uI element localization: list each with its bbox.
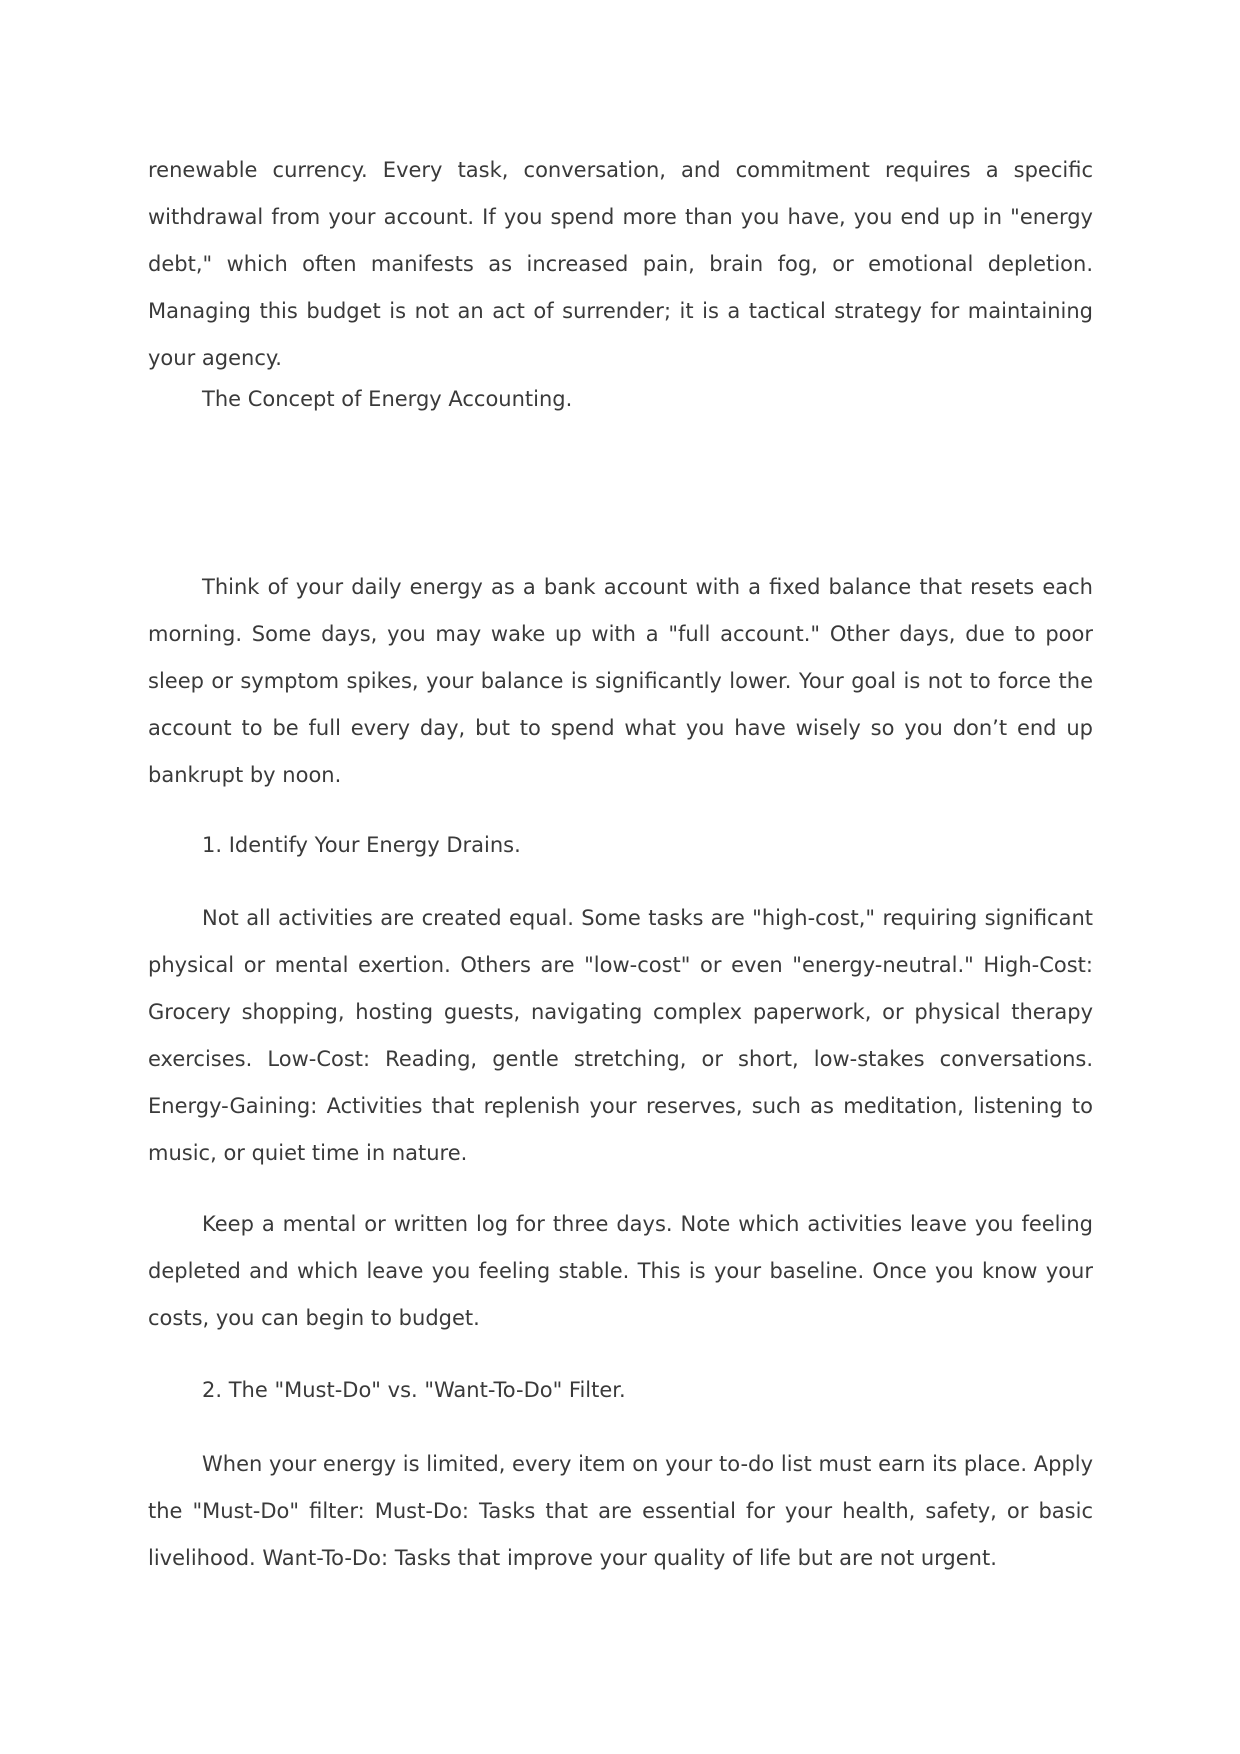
heading-energy-accounting: The Concept of Energy Accounting.: [202, 387, 573, 411]
body-paragraph-block: [148, 564, 1093, 799]
paragraph-must-do-want-to-do: When your energy is limited, every item on your to-do list must earn its place. Apply the "Must-Do" filter: Must-Do: Tasks that are essential for your health, safety, or basic livelihood. Want-To-Do: Tasks that improve your quality of life but are not urgent.: [148, 1452, 1093, 1570]
paragraph-activity-costs: Not all activities are created equal. Some tasks are "high-cost," requiring significant physical or mental exertion. Others are "low-cost" or even "energy-neutral." High-Cost: Grocery shopping, hosting guests, navigating complex paperwork, or physical therapy exercises. Low-Cost: Reading, gentle stretching, or short, low-stakes conversations. Energy-Gaining: Activities that replenish your reserves, such as meditation, listening to music, or quiet time in nature.: [148, 906, 1093, 1165]
heading-identify-drains: 1. Identify Your Energy Drains.: [202, 833, 521, 857]
heading-must-do-filter: 2. The "Must-Do" vs. "Want-To-Do" Filter.: [202, 1378, 626, 1402]
section-heading-block: [148, 376, 1093, 423]
body-paragraph-continued: [148, 147, 1093, 382]
section-heading-block: [148, 822, 1093, 869]
section-heading-block: [148, 1367, 1093, 1414]
body-paragraph-block: [148, 1201, 1093, 1342]
body-paragraph-block: [148, 895, 1093, 1177]
paragraph-energy-debt: renewable currency. Every task, conversation, and commitment requires a specific withdrawal from your account. If you spend more than you have, you end up in "energy debt," which often manifests as increased pain, brain fog, or emotional depletion. Managing this budget is not an act of surrender; it is a tactical strategy for maintaining your agency.: [148, 158, 1093, 370]
paragraph-bank-account: Think of your daily energy as a bank account with a fixed balance that resets each morning. Some days, you may wake up with a "full account." Other days, due to poor sleep or symptom spikes, your balance is significantly lower. Your goal is not to force the account to be full every day, but to spend what you have wisely so you don’t end up bankrupt by noon.: [148, 575, 1093, 787]
paragraph-log-baseline: Keep a mental or written log for three days. Note which activities leave you feeling depleted and which leave you feeling stable. This is your baseline. Once you know your costs, you can begin to budget.: [148, 1212, 1093, 1330]
body-paragraph-block: [148, 1441, 1093, 1582]
